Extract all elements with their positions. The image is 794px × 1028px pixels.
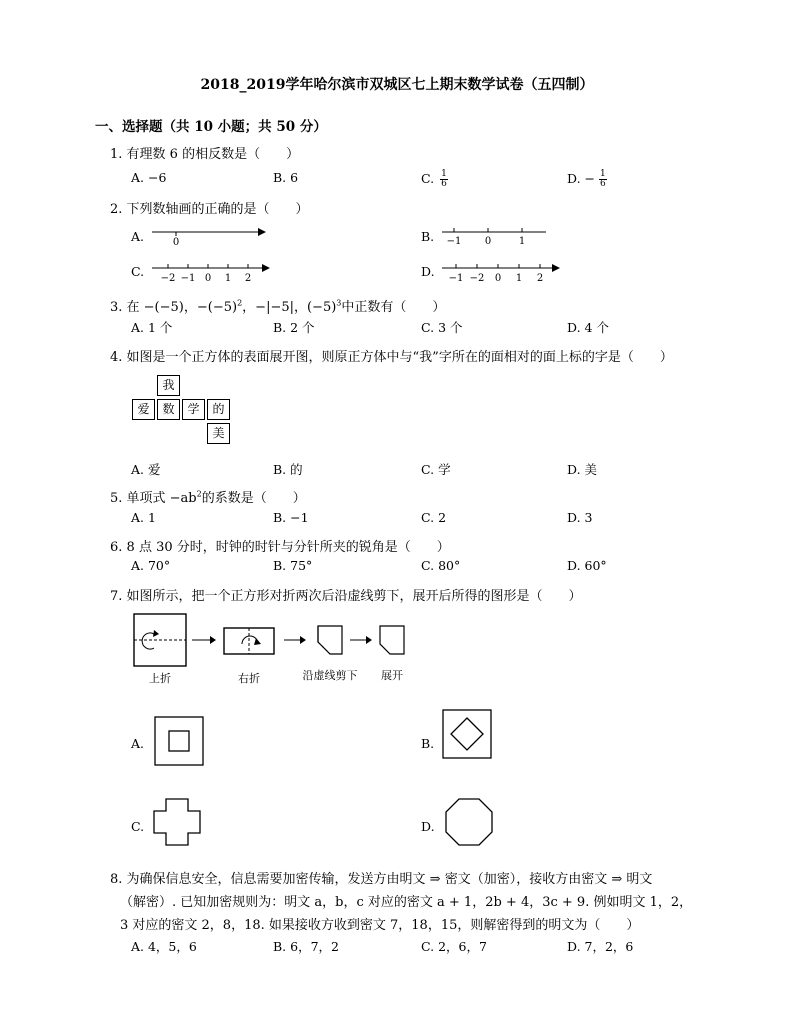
q7-folding-diagram	[130, 608, 420, 688]
q7-shape-c	[152, 797, 204, 849]
q4-stem: 4. 如图是一个正方体的表面展开图，则原正方体中与“我”字所在的面相对的面上标的字是（ ）	[110, 350, 673, 365]
q2-c-tick-label: 2	[244, 273, 252, 284]
q2-numberline-c	[150, 258, 274, 286]
q5-option-d[interactable]: D. 3	[567, 510, 593, 525]
q8-stem-line2: （解密）. 已知加密规则为：明文 a，b，c 对应的密文 a + 1，2b + 4，3c + 9. 例如明文 1，2，	[120, 895, 693, 910]
q1-option-a[interactable]: A. −6	[131, 170, 167, 185]
q2-b-tick-label: 0	[484, 236, 492, 247]
q7-option-b[interactable]: B.	[421, 736, 435, 751]
q5-option-a[interactable]: A. 1	[131, 510, 156, 525]
q2-c-tick-label: −1	[180, 273, 196, 284]
q2-numberline-b	[440, 222, 552, 248]
q2-d-tick-label: 1	[515, 273, 523, 284]
q7-stem: 7. 如图所示，把一个正方形对折两次后沿虚线剪下，展开后所得的图形是（ ）	[110, 589, 582, 604]
q3-option-a[interactable]: A. 1 个	[131, 320, 173, 335]
q2-b-tick-label: 1	[518, 236, 526, 247]
q3-exponent: 3	[336, 298, 342, 308]
q1-option-d[interactable]	[567, 170, 607, 189]
q4-option-d[interactable]: D. 美	[567, 462, 598, 477]
q6-option-d[interactable]: D. 60°	[567, 558, 607, 573]
q1-c-denominator: 6	[441, 179, 447, 189]
q5-option-b[interactable]: B. −1	[273, 510, 309, 525]
q6-option-b[interactable]: B. 75°	[273, 558, 313, 573]
q3-option-c[interactable]: C. 3 个	[421, 320, 463, 335]
net-cell: 的	[207, 399, 230, 420]
page-title: 2018_2019学年哈尔滨市双城区七上期末数学试卷（五四制）	[200, 77, 594, 93]
q2-d-tick-label: 2	[536, 273, 544, 284]
q7-option-a[interactable]: A.	[131, 736, 145, 751]
q8-option-b[interactable]: B. 6，7，2	[273, 939, 339, 954]
q1-d-denominator: 6	[599, 179, 606, 189]
q1-option-c-prefix: C.	[421, 171, 435, 186]
q1-stem: 1. 有理数 6 的相反数是（ ）	[110, 147, 300, 162]
q7-step-label: 右折	[238, 672, 260, 685]
q7-step-label: 沿虚线剪下	[302, 669, 358, 682]
section-heading: 一、选择题（共 10 小题；共 50 分）	[95, 119, 327, 135]
q3-stem-part: 中正数有（ ）	[341, 300, 446, 315]
q7-option-c[interactable]: C.	[131, 819, 145, 834]
q7-shape-b	[442, 709, 494, 761]
q1-d-numerator: 1	[599, 169, 606, 179]
q7-step-label: 上折	[149, 672, 171, 685]
q8-stem-line3: 3 对应的密文 2，8，18. 如果接收方收到密文 7，18，15，则解密得到的明文为（ ）	[120, 918, 640, 933]
net-cell: 爱	[132, 399, 155, 420]
q2-numberline-a	[150, 222, 270, 248]
net-cell: 学	[182, 399, 205, 420]
q5-exponent: 2	[196, 489, 202, 499]
net-cell: 数	[157, 399, 180, 420]
net-cell: 我	[157, 375, 180, 396]
q2-option-d[interactable]: D.	[421, 264, 435, 279]
q3-stem	[110, 296, 445, 315]
q3-stem-part: ，−|−5|，(−5)	[242, 300, 337, 315]
q7-shape-a	[154, 716, 206, 768]
q1-option-b[interactable]: B. 6	[273, 170, 299, 185]
q5-stem-part: 5. 单项式 −ab	[110, 491, 197, 506]
q2-d-tick-label: −1	[448, 273, 464, 284]
q8-option-c[interactable]: C. 2，6，7	[421, 939, 487, 954]
q4-option-c[interactable]: C. 学	[421, 462, 451, 477]
q1-option-d-prefix: D. −	[567, 171, 595, 186]
q3-option-b[interactable]: B. 2 个	[273, 320, 315, 335]
q8-option-d[interactable]: D. 7，2，6	[567, 939, 634, 954]
q2-c-tick-label: −2	[160, 273, 176, 284]
net-cell: 美	[207, 423, 230, 444]
q2-option-c[interactable]: C.	[131, 264, 145, 279]
q3-option-d[interactable]: D. 4 个	[567, 320, 609, 335]
q1-option-c[interactable]	[421, 170, 448, 189]
q1-c-numerator: 1	[441, 169, 447, 179]
q6-option-c[interactable]: C. 80°	[421, 558, 461, 573]
q3-stem-part: 3. 在 −(−5)，−(−5)	[110, 300, 238, 315]
q2-d-tick-label: −2	[469, 273, 485, 284]
q4-option-a[interactable]: A. 爱	[131, 462, 161, 477]
q2-numberline-d	[440, 258, 564, 286]
q5-option-c[interactable]: C. 2	[421, 510, 447, 525]
q7-shape-d	[444, 797, 496, 849]
q8-option-a[interactable]: A. 4，5，6	[131, 939, 197, 954]
q6-stem: 6. 8 点 30 分时，时钟的时针与分针所夹的锐角是（ ）	[110, 540, 450, 555]
q5-stem	[110, 487, 306, 506]
q2-c-tick-label: 1	[224, 273, 232, 284]
q4-option-b[interactable]: B. 的	[273, 462, 303, 477]
q2-a-tick-label: 0	[172, 237, 180, 248]
q2-c-tick-label: 0	[204, 273, 212, 284]
q5-stem-part: 的系数是（ ）	[201, 491, 306, 506]
q2-option-a[interactable]: A.	[131, 229, 145, 244]
q2-d-tick-label: 0	[494, 273, 502, 284]
q7-option-d[interactable]: D.	[421, 819, 435, 834]
q6-option-a[interactable]: A. 70°	[131, 558, 171, 573]
q4-cube-net	[132, 375, 232, 447]
q2-option-b[interactable]: B.	[421, 229, 435, 244]
q2-stem: 2. 下列数轴画的正确的是（ ）	[110, 202, 309, 217]
q7-step-label: 展开	[381, 669, 403, 682]
q3-exponent: 2	[237, 298, 243, 308]
q8-stem-line1: 8. 为确保信息安全，信息需要加密传输，发送方由明文 ⇒ 密文（加密），接收方由密文 ⇒ 明文	[110, 872, 653, 887]
q2-b-tick-label: −1	[446, 236, 462, 247]
